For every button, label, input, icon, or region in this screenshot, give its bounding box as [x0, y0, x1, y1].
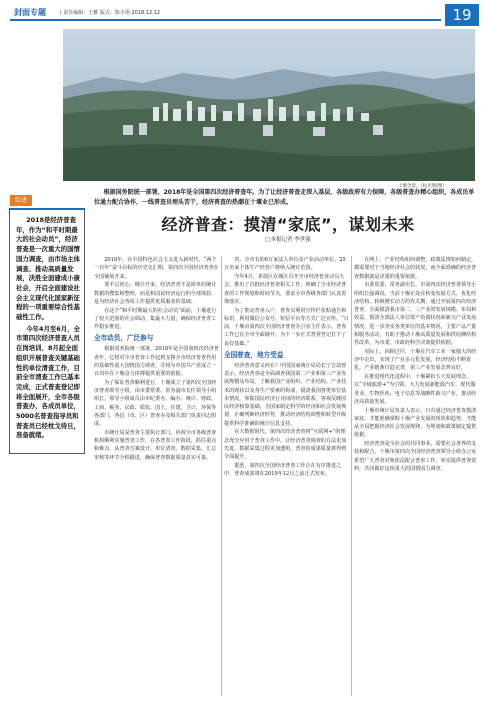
article-column-3: [354, 256, 478, 474]
body-paragraph: 实际上，回顾过往，十堰在汽车工业一家独大的经济中走出，实现了产业多元化发展，经济结构不断优化，产业链条日趋完善，第三产业发展态势良好。: [354, 348, 477, 372]
body-paragraph: 市委常委、常务副市长、市第四次经济普查领导小组组长强调说，当前十堰正处在转变发展方式、优化经济结构、转换增长动力的攻关期，通过开展第四次经济普查，全面摸清我市第二、三产业的发展规模、布局和效益，摸清全部法人单位资产负债状况和新兴产业发展情况，进一步查实各类单位的基本情况，主要产品产量和服务活动，有助于推动十堰高质量发展和供给侧结构性改革，为市委、市政府科学决策提供依据。: [354, 282, 477, 346]
body-paragraph: 在推进现代化进程中，十堰紧扣五大发展理念，以“全域旅游+”为引领，大力发展新能源汽车、现代服务业、生物医药、电子信息等战略性新兴产业，推动经济高质量发展。: [354, 374, 477, 405]
body-paragraph: 在大数据时代，第四次经济普查将“互联网+”的理念充分应用于普查工作中，让经济普查调查的方法更加先进，数据采集过程更加透明，普查的成果质量将得到全面提升。: [224, 429, 347, 460]
article-title: 经济普查：摸清“家底”，谋划未来: [161, 215, 415, 234]
byline: □本报记者 李世强: [265, 237, 311, 243]
subheading: 全国普查，地方受益: [224, 350, 284, 359]
city-panorama-photo: [63, 29, 475, 181]
city-panorama-illustration: [63, 29, 475, 181]
sidebar-paragraph: 今年4月至6月，全市第四次经济普查人员在岗培训、8月起全面组织开展普查关键基础性的单位清查工作，目前全市清查工作已基本完成，正式普查登记即将全面展开，全市各级普查办、各成员单位，5000名普查指导员和普查员已经枕戈待旦，准备就绪。: [16, 324, 80, 440]
body-paragraph: 据悉，第四次全国经济普查工作正在有序推进之中，普查成果将在2019年12月之前正式发布。: [224, 462, 342, 477]
body-paragraph: 在这个“和平时期最大的社会动员”面前，十堰进行了较大范围的社会调动，集最大力量，确保经济普查工作稳步推进。: [94, 307, 217, 330]
page-number: 19: [445, 4, 479, 26]
body-paragraph: 为了推动普查入户，普查员利用宣传栏张贴通告和标语，利用微信公众号、短信平台等方式广泛宣传。“日前，十堰市第四次全国经济普查办公室主任表示，普查工作已在全市全面铺开，为下一步正式普查登记打下了良好基础。”: [224, 307, 349, 347]
article-column-2: [224, 256, 350, 479]
body-paragraph: 要不忘初心，继往开来，经济普查不是简单的统计数据的搜集和整理，而是和国民经济运行的全部体验，是为经济社会各项工作提供优质服务的基础。: [94, 282, 217, 305]
body-paragraph: 今年4月，茅箭区在城区召开全市经济普查动员大会，推出了首批经济普查相关工作，明确了全市经济普查的工作规划和时间节点，要求全市各级各部门认真贯彻落实。: [224, 274, 347, 305]
body-paragraph: 根据国务院统一部署，2018年是全国第四次经济普查年，它将对全市普查工作起到支撑全市经济普查作用的基础性重大国情国力调查，并将为中国共产党成立一百周年在十堰奋力拼搏提供重要的依据。: [94, 346, 220, 377]
body-paragraph: 经济普查意义何在？中国国家统计局局长宁吉喆曾表示，经济普查是全面调查我国第二产业和第三产业发展规模及布局，了解我国产业组织、产业结构、产业技术的现状以及各生产要素的构成，摸清我国各类单位基本情况，掌握国民经济行业间的经济联系，客观反映国民经济核算基础，为国家制定科学的经济和社会发展规划，正确判断经济形势，推动经济结构调整和转型升级提供科学准确的统计信息支持。: [224, 362, 347, 427]
body-paragraph: 经济普查是全社会的共同事业，需要社会各界的支持和配合。十堰市第四次全国经济普查领导小组办公室希望广大普查对象依法配合普查工作，如实提供普查资料，共同做好这项重大的国情国力调查。: [354, 441, 477, 472]
body-paragraph: 为了保证普查顺利进行，十堰成立了第四次全国经济普查领导小组，由市委常委、常务副市长任领导小组组长，领导小组成员由市纪委办、编办、统计、财政、工商、税务、民政、质监、国土、住建、卫计、环保等各部门、各县（市、区）普查办及相关部门负责同志组成。: [94, 379, 217, 427]
intro-text: 根据国务院统一部署，2018年是全国第四次经济普查年。为了让经济普查走深入基层，各级政府有力保障，各级普查办精心组织，各成员单位通力配合协作，一线普查员埋头苦干，经济普查的热潮在十堰业已形成。: [94, 189, 475, 206]
header-rule: [10, 19, 441, 21]
sidebar-paragraph: 2018是经济普查年，作为“和平时期最大的社会动员”，经济普查是一次重大的国情国力调查，由市场主体调查、推动高质量发展，决胜全面建成小康社会，开启全面建设社会主义现代化国家新征程的一项重要综合性基础性工作。: [16, 216, 80, 322]
photo-credit: 十堰全景。（杭光明/图）: [398, 184, 447, 189]
intro-paragraph: [94, 188, 477, 207]
article-column-1: [94, 256, 220, 462]
page-header: [0, 0, 489, 26]
section-title: 封面专题: [14, 8, 46, 17]
editor-meta: | 责任编辑：王雅 版式：陈小艳 2018.12.12: [60, 9, 161, 16]
body-paragraph: 2018年，在中国特色社会主义进入新时代，“两个一百年”奋斗目标的历史交汇期，第四次全国经济普查在全国铺展开来。: [94, 257, 219, 280]
column-divider: [221, 256, 222, 696]
subheading: 全市动员，广泛参与: [94, 334, 154, 343]
body-paragraph: 省、全市有的6万家法人单位及产业活动单位、25万名家个体生产经营户将纳入统计范围。: [224, 257, 346, 272]
sidebar-tag: 综述: [10, 195, 32, 206]
sidebar-box: [9, 208, 85, 454]
body-paragraph: 市统计局是普查主要执行部门，协调全市各级普查机构顺利实施普查工作，在各普查工作阶段，抓住重点和难点，从普查方案设计、单位清查、数据采集、汇总审核等环节全程跟进，确保普查数据质量真实可靠。: [94, 429, 217, 461]
body-paragraph: 在网上，产业结构如何调整，政策法规如何制定，都需要对于当地经济社会的状况，而全面准确的经济普查数据就是决策的重要依据。: [354, 257, 477, 280]
column-divider: [351, 256, 352, 696]
body-paragraph: 十堰市统计局负责人表示，只有通过经济普查摸清家底，才能准确掌握十堰产业发展的现状和趋势，才能从全局把握经济社会发展规律，为规划和政策制定提供依据。: [354, 407, 477, 439]
